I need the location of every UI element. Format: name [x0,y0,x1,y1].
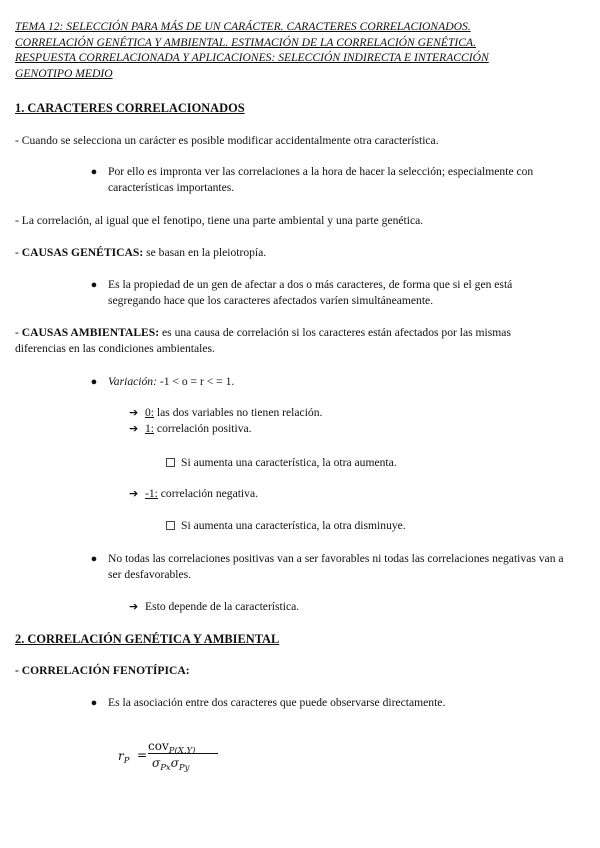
bullet-line: No todas las correlaciones positivas van a ser favorables ni todas las correlaciones negativas van a [108,552,564,565]
variacion-text: -1 < o = r < = 1. [156,375,235,388]
arrow-icon: ➔ [129,600,139,613]
section-1-heading: 1. CARACTERES CORRELACIONADOS [15,101,245,115]
bullet-icon: ● [90,553,98,565]
causas-geneticas-label: CAUSAS GENÉTICAS: [21,246,144,259]
paragraph: - Cuando se selecciona un carácter es posible modificar accidentalmente otra característica. [15,134,439,147]
arrow-text: correlación negativa. [157,487,258,500]
sub-heading: - CORRELACIÓN FENOTÍPICA: [15,664,190,677]
bullet-line: segregando hace que los caracteres afectados varíen simultáneamente. [108,294,434,307]
arrow-text: las dos variables no tienen relación. [154,406,323,419]
dash: - [15,246,22,259]
bullet-item [108,277,588,309]
arrow-key: 0: [145,406,155,419]
causas-ambientales [15,325,590,357]
paragraph: - La correlación, al igual que el fenotipo, tiene una parte ambiental y una parte genética. [15,214,424,227]
title-line: CORRELACIÓN GENÉTICA Y AMBIENTAL. ESTIMACIÓN DE LA CORRELACIÓN GENÉTICA. [15,35,476,49]
document-title [15,19,585,81]
checkbox-text: Si aumenta una característica, la otra aumenta. [181,456,397,469]
formula-lhs: $r_P$ [118,749,130,766]
formula-denominator: $\sigma_{Px}\sigma_{Py}$ [152,756,190,773]
checkbox-item [166,455,397,471]
bullet-item [108,551,593,583]
causas-ambientales-label: CAUSAS AMBIENTALES: [21,326,160,339]
checkbox-icon [166,521,175,530]
bullet-line: ser desfavorables. [108,568,192,581]
checkbox-icon [166,458,175,467]
variacion-label: Variación: [108,375,157,388]
title-line: RESPUESTA CORRELACIONADA Y APLICACIONES: SELECCIÓN INDIRECTA E INTERACCIÓN [15,51,489,64]
bullet-icon: ● [90,279,98,291]
section-2-heading: 2. CORRELACIÓN GENÉTICA Y AMBIENTAL [15,632,280,646]
bullet-icon: ● [90,697,98,709]
causas-ambientales-text: es una causa de correlación si los caracteres están afectados por las mismas [159,326,511,339]
arrow-item: Esto depende de la característica. [145,600,300,613]
causas-geneticas-text: se basan en la pleiotropía. [143,246,267,259]
arrow-item [145,486,258,502]
bullet-icon: ● [90,166,98,178]
arrow-item [145,421,252,437]
bullet-icon: ● [90,376,98,388]
arrow-icon: ➔ [129,487,139,500]
arrow-text: correlación positiva. [154,422,252,435]
bullet-item: Es la asociación entre dos caracteres que puede observarse directamente. [108,696,446,709]
title-line: GENOTIPO MEDIO [15,66,113,80]
arrow-key: -1: [145,487,158,500]
causas-ambientales-line2: diferencias en las condiciones ambientales. [15,342,215,355]
causas-geneticas [15,245,266,261]
arrow-key: 1: [145,422,155,435]
arrow-icon: ➔ [129,422,139,435]
formula-numerator: cov$_{P(X,Y)}$ [148,739,196,756]
arrow-item [145,405,322,421]
fraction-bar [148,753,218,754]
checkbox-item [166,518,406,534]
variacion-item [108,374,234,390]
bullet-line: Por ello es impronta ver las correlaciones a la hora de hacer la selección; especialmente con [108,165,534,178]
bullet-line: características importantes. [108,181,235,194]
arrow-icon: ➔ [129,406,139,419]
dash: - [15,326,22,339]
formula-equals: = [137,748,148,762]
checkbox-text: Si aumenta una característica, la otra disminuye. [181,519,406,532]
title-line: TEMA 12: SELECCIÓN PARA MÁS DE UN CARÁCTER. CARACTERES CORRELACIONADOS. [15,20,471,33]
bullet-item [108,164,588,196]
bullet-line: Es la propiedad de un gen de afectar a dos o más caracteres, de forma que si el gen está [108,278,513,291]
